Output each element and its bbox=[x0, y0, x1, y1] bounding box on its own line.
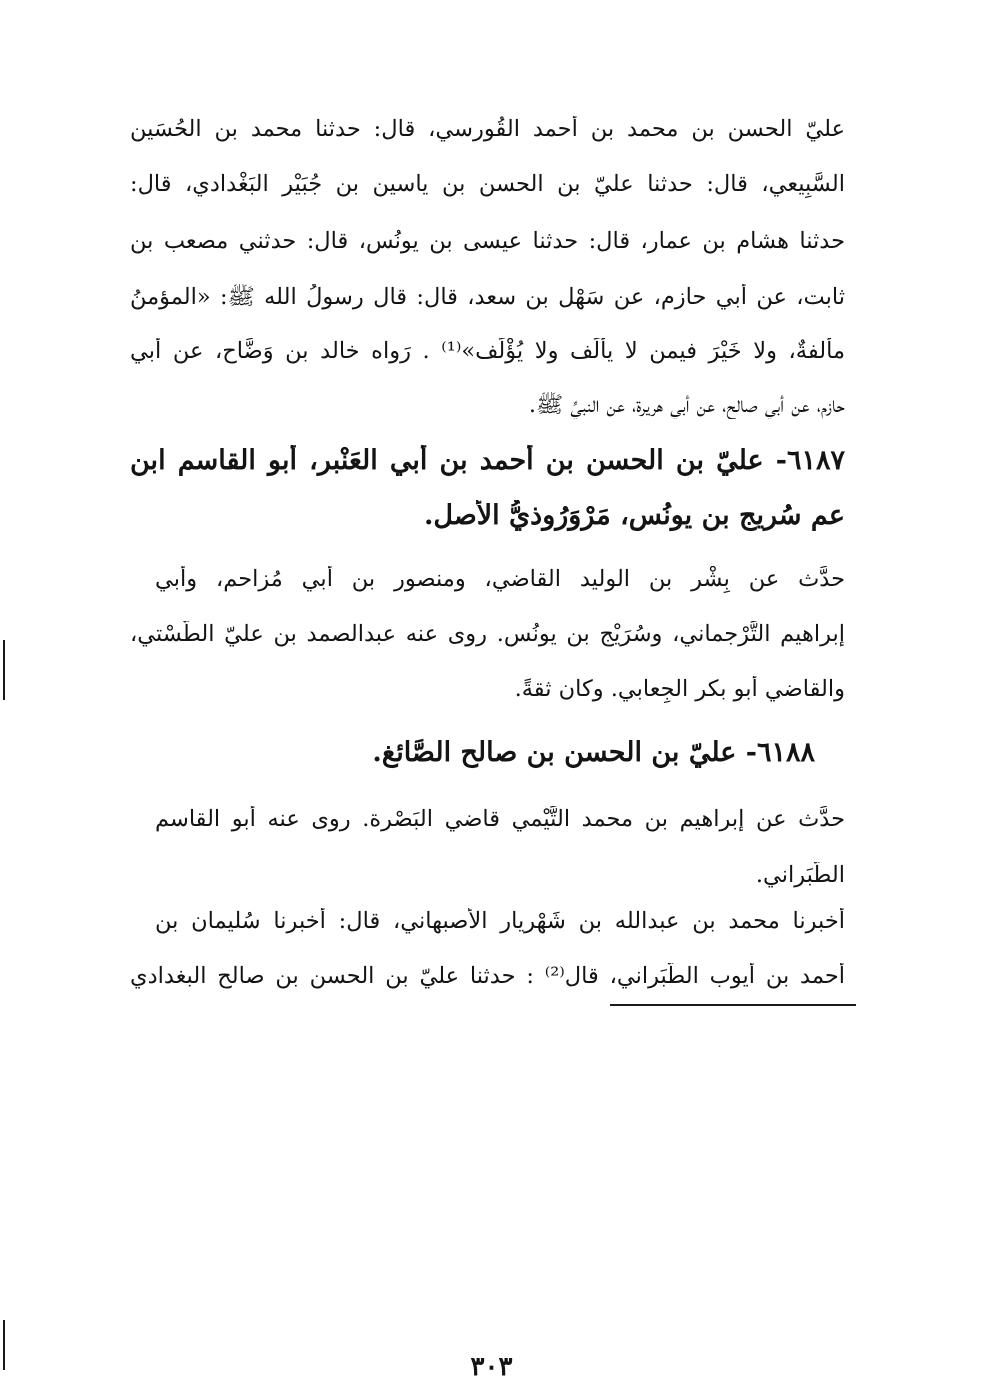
entry-heading: عم سُريج بن يونُس، مَرْوَرُوذيُّ الأصل. bbox=[423, 500, 845, 531]
scan-edge-mark bbox=[3, 1320, 5, 1370]
paragraph-line: حدَّث عن بِشْر بن الوليد القاضي، ومنصور بن أبي مُزاحم، وأبي bbox=[155, 566, 845, 592]
paragraph-line: أحمد بن أيوب الطَّبَراني، قال⁽²⁾ : حدثنا عليّ بن الحسن بن صالح البغدادي bbox=[130, 963, 845, 989]
footnote-separator bbox=[610, 1004, 856, 1006]
paragraph-line: ثابت، عن أبي حازم، عن سَهْل بن سعد، قال: قال رسولُ الله ﷺ: «المؤمنُ bbox=[130, 284, 845, 310]
paragraph-line: السَّبِيعي، قال: حدثنا عليّ بن الحسن بن ياسين بن جُبَيْر البَغْدادي، قال: bbox=[130, 171, 845, 197]
paragraph-line: حدَّث عن إبراهيم بن محمد التَّيْمي قاضي البَصْرة. روى عنه أبو القاسم bbox=[155, 806, 845, 832]
paragraph-line: والقاضي أبو بكر الجِعابي. وكان ثقةً. bbox=[514, 676, 845, 702]
paragraph-line: إبراهيم التَّرْجماني، وسُرَيْج بن يونُس. روى عنه عبدالصمد بن عليّ الطَّسْتي، bbox=[130, 621, 845, 647]
entry-heading: ٦١٨٨- عليّ بن الحسن بن صالح الصَّائغ. bbox=[372, 737, 815, 768]
paragraph-line: حازم، عن أبي صالح، عن أبي هريرة، عن النبيِّ ﷺ. bbox=[528, 392, 845, 418]
paragraph-line: أخبرنا محمد بن عبدالله بن شَهْريار الأصبهاني، قال: أخبرنا سُليمان بن bbox=[155, 908, 845, 934]
page-number: ٣٠٣ bbox=[470, 1352, 513, 1382]
paragraph-line: حدثنا هشام بن عمار، قال: حدثنا عيسى بن يونُس، قال: حدثني مصعب بن bbox=[130, 228, 845, 254]
paragraph-line: عليّ الحسن بن محمد بن أحمد القُورسي، قال: حدثنا محمد بن الحُسَين bbox=[130, 116, 845, 142]
entry-heading: ٦١٨٧- عليّ بن الحسن بن أحمد بن أبي العَنْبر، أبو القاسم ابن bbox=[130, 445, 845, 476]
paragraph-line: الطَّبَراني. bbox=[755, 862, 845, 888]
scan-edge-mark bbox=[3, 640, 5, 700]
paragraph-line: مألفةٌ، ولا خَيْرَ فيمن لا يألَف ولا يُؤْلَف»⁽¹⁾ . رَواه خالد بن وَضَّاح، عن أبي bbox=[130, 338, 845, 364]
